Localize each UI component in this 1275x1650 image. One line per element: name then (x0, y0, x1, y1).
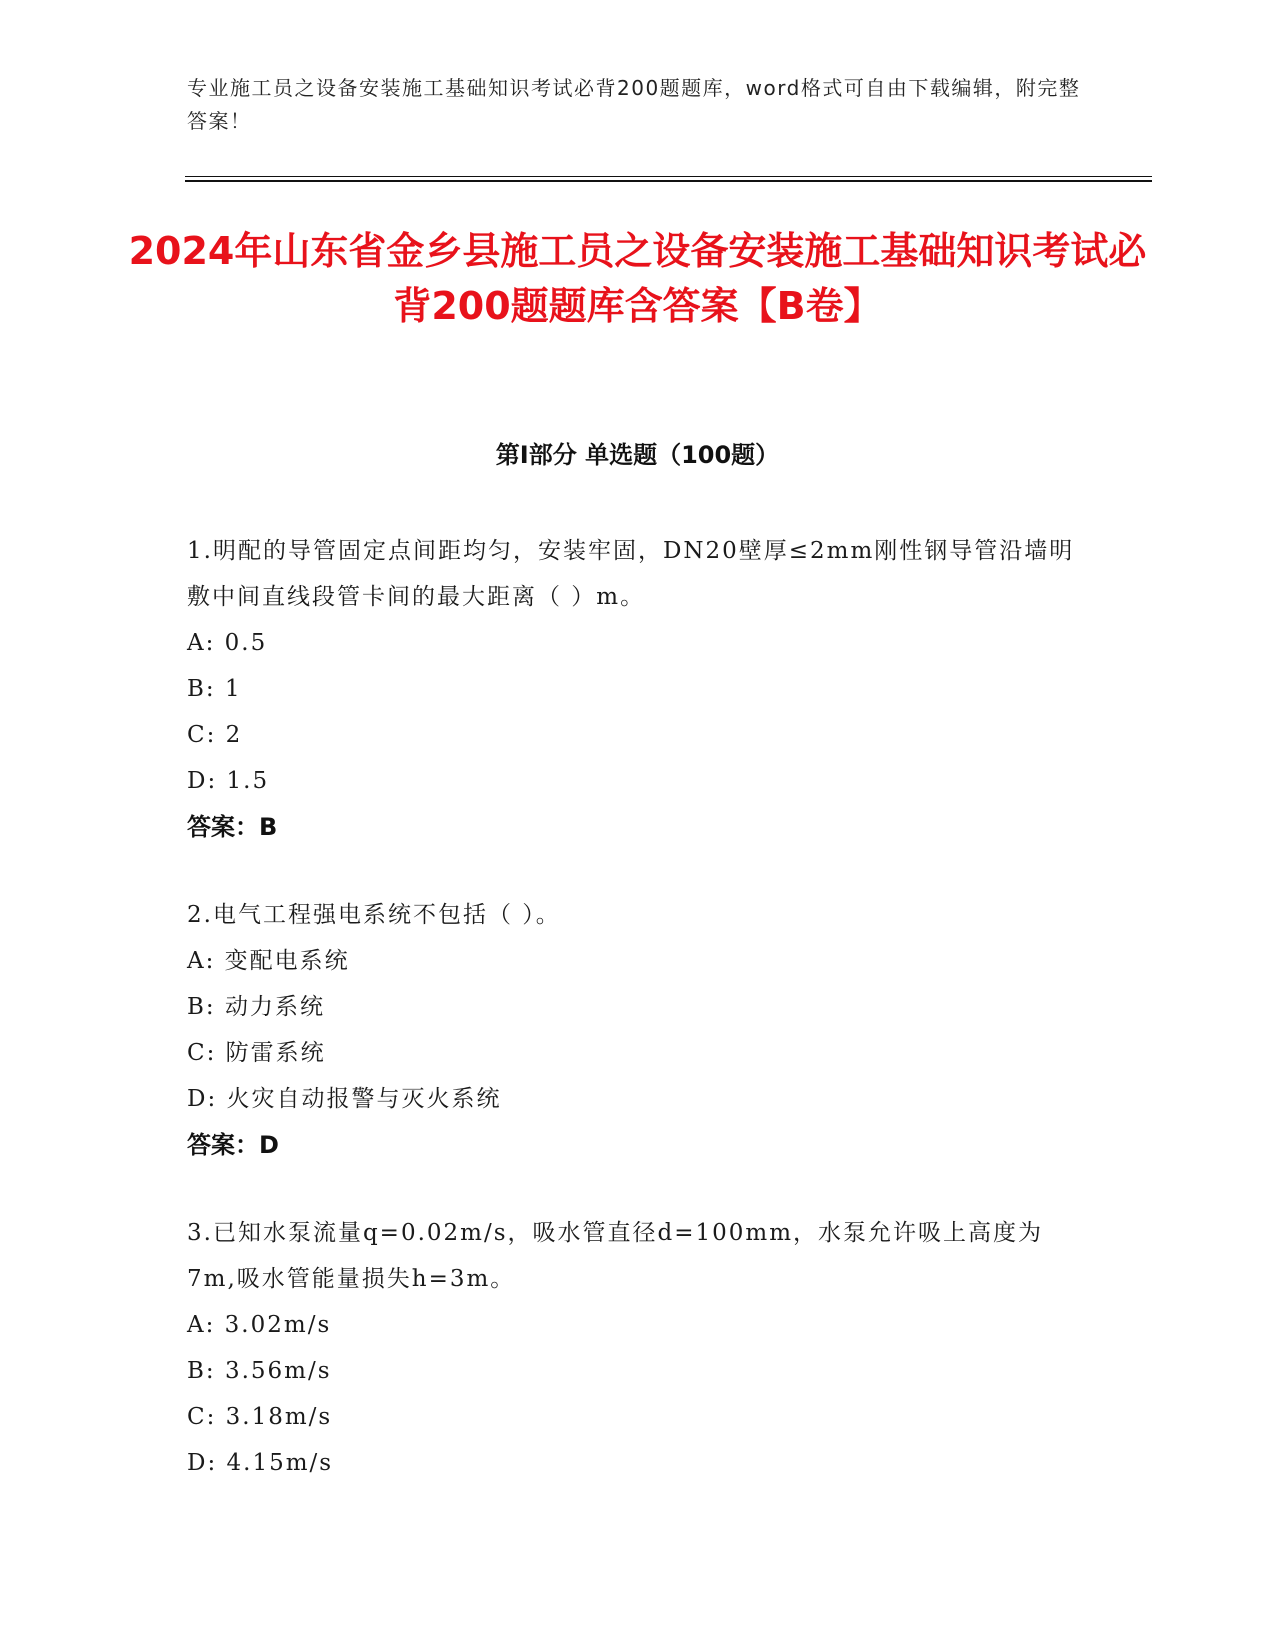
option-c: C: 2 (187, 722, 243, 748)
option-a: A: 变配电系统 (187, 948, 350, 974)
divider-thick-line (185, 180, 1152, 182)
question-1 (187, 528, 1087, 850)
answer-label: 答案：D (187, 1131, 279, 1159)
option-c: C: 3.18m/s (187, 1404, 333, 1430)
option-b: B: 3.56m/s (187, 1358, 332, 1384)
question-stem: 1.明配的导管固定点间距均匀，安装牢固，DN20壁厚≤2mm刚性钢导管沿墙明敷中间直线段管卡间的最大距离（ ）m。 (187, 538, 1075, 610)
header-note: 专业施工员之设备安装施工基础知识考试必背200题题库，word格式可自由下载编辑，附完整答案！ (187, 76, 1081, 133)
option-a: A: 3.02m/s (187, 1312, 332, 1338)
divider-thin-line (185, 176, 1152, 177)
question-3 (187, 1210, 1087, 1486)
question-2 (187, 892, 1087, 1168)
option-d: D: 4.15m/s (187, 1450, 334, 1476)
answer-label: 答案：B (187, 813, 278, 841)
option-d: D: 火灾自动报警与灭火系统 (187, 1086, 502, 1112)
option-d: D: 1.5 (187, 768, 270, 794)
question-stem: 3.已知水泵流量q=0.02m/s，吸水管直径d=100mm，水泵允许吸上高度为7m,吸水管能量损失h=3m。 (187, 1220, 1044, 1292)
question-list (187, 528, 1087, 1528)
document-title: 2024年山东省金乡县施工员之设备安装施工基础知识考试必背200题题库含答案【B卷】 (128, 229, 1147, 328)
header-divider (185, 176, 1152, 182)
question-stem: 2.电气工程强电系统不包括（ ）。 (187, 902, 561, 928)
option-c: C: 防雷系统 (187, 1040, 326, 1066)
section-title: 第I部分 单选题（100题） (495, 441, 780, 469)
option-a: A: 0.5 (187, 630, 268, 656)
option-b: B: 1 (187, 676, 242, 702)
option-b: B: 动力系统 (187, 994, 325, 1020)
